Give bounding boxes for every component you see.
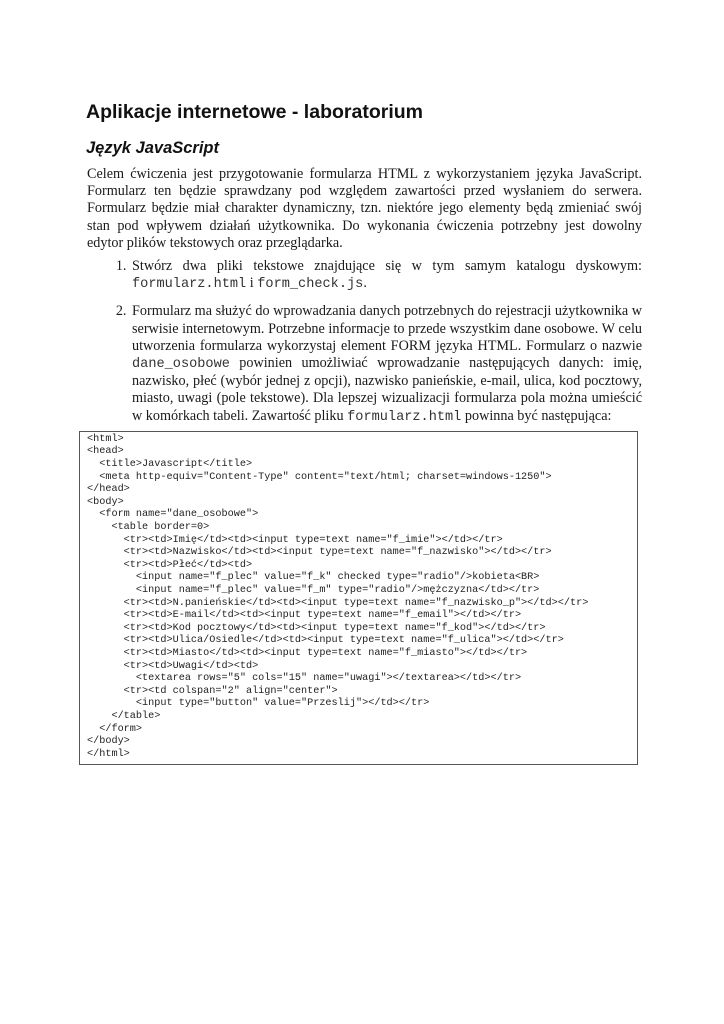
- code-line: <input name="f_plec" value="f_k" checked type="radio"/>kobieta<BR>: [87, 572, 540, 584]
- code-line: </table>: [87, 710, 161, 722]
- code-line: </head>: [87, 484, 130, 496]
- form-name: dane_osobowe: [132, 357, 230, 373]
- item2-text-b: powinien umożliwiać wprowadzanie następujących danych: imię, nazwisko, płeć (wybór jednej z opcji), nazwisko panieńskie, e-mail, ulica, kod pocztowy, miasto, uwagi (pole tekstowe). Dla lepszej wizualizacji formularza pola można umieścić w komórkach tabeli. Zawartość pliku: [132, 355, 642, 424]
- file-name-html: formularz.html: [132, 277, 247, 293]
- code-listing: [79, 431, 638, 765]
- code-line: <table border=0>: [87, 522, 210, 533]
- code-line: <tr><td>Ulica/Osiedle</td><td><input type=text name="f_ulica"></td></tr>: [87, 635, 564, 647]
- code-line: </form>: [87, 723, 143, 735]
- code-line: <tr><td>Płeć</td><td>: [87, 559, 253, 571]
- code-line: </body>: [87, 736, 130, 748]
- code-line: <tr><td>Miasto</td><td><input type=text name="f_miasto"></td></tr>: [87, 647, 528, 659]
- list-item: [130, 258, 642, 293]
- file-name-html-2: formularz.html: [347, 409, 462, 425]
- code-line: <textarea rows="5" cols="15" name="uwagi"></textarea></td></tr>: [87, 673, 522, 685]
- item2-text-c: powinna być następująca:: [461, 407, 612, 424]
- instruction-list: [87, 258, 642, 426]
- code-line: <title>Javascript</title>: [87, 459, 253, 471]
- code-line: <input name="f_plec" value="f_m" type="radio"/>mężczyzna</td></tr>: [87, 584, 540, 596]
- code-line: <head>: [87, 446, 124, 458]
- item2-text-a: Formularz ma służyć do wprowadzania danych potrzebnych do rejestracji użytkownika w serwisie internetowym. Potrzebne informacje to przede wszystkim dane osobowe. W celu utworzenia formularza wykorzystaj element FORM języka HTML. Formularz o nazwie: [132, 303, 642, 354]
- page-title: Aplikacje internetowe - laboratorium: [86, 101, 423, 123]
- item1-conj: i: [246, 275, 258, 292]
- code-line: <tr><td>Uwagi</td><td>: [87, 660, 259, 672]
- code-line: <meta http-equiv="Content-Type" content="text/html; charset=windows-1250">: [87, 471, 552, 483]
- list-item: [130, 303, 642, 425]
- code-line: </html>: [87, 748, 130, 760]
- code-line: <tr><td>Nazwisko</td><td><input type=text name="f_nazwisko"></td></tr>: [87, 547, 552, 559]
- file-name-js: form_check.js: [257, 277, 364, 293]
- code-line: <input type="button" value="Przeslij"></td></tr>: [87, 698, 430, 710]
- code-line: <tr><td colspan="2" align="center">: [87, 685, 338, 697]
- code-line: <tr><td>Imię</td><td><input type=text name="f_imie"></td></tr>: [87, 534, 503, 546]
- item1-end: .: [363, 275, 367, 292]
- page-subtitle: Język JavaScript: [86, 139, 220, 157]
- code-line: <tr><td>Kod pocztowy</td><td><input type=text name="f_kod"></td></tr>: [87, 622, 546, 634]
- code-line: <body>: [87, 496, 124, 508]
- code-line: <tr><td>N.panieńskie</td><td><input type=text name="f_nazwisko_p"></td></tr>: [87, 597, 589, 609]
- intro-paragraph: Celem ćwiczenia jest przygotowanie formularza HTML z wykorzystaniem języka JavaScript. Formularz ten będzie sprawdzany pod względem zawartości przed wysłaniem do serwera. Formularz będzie miał charakter dynamiczny, tzn. niektóre jego elementy będą zmieniać swój stan pod wpływem działań użytkownika. Do wykonania ćwiczenia potrzebny jest dowolny edytor plików tekstowych oraz przeglądarka.: [87, 166, 642, 251]
- code-line: <tr><td>E-mail</td><td><input type=text name="f_email"></td></tr>: [87, 610, 522, 622]
- code-line: <form name="dane_osobowe">: [87, 509, 259, 521]
- code-line: <html>: [87, 433, 124, 445]
- item1-text: Stwórz dwa pliki tekstowe znajdujące się w tym samym katalogu dyskowym:: [132, 258, 642, 275]
